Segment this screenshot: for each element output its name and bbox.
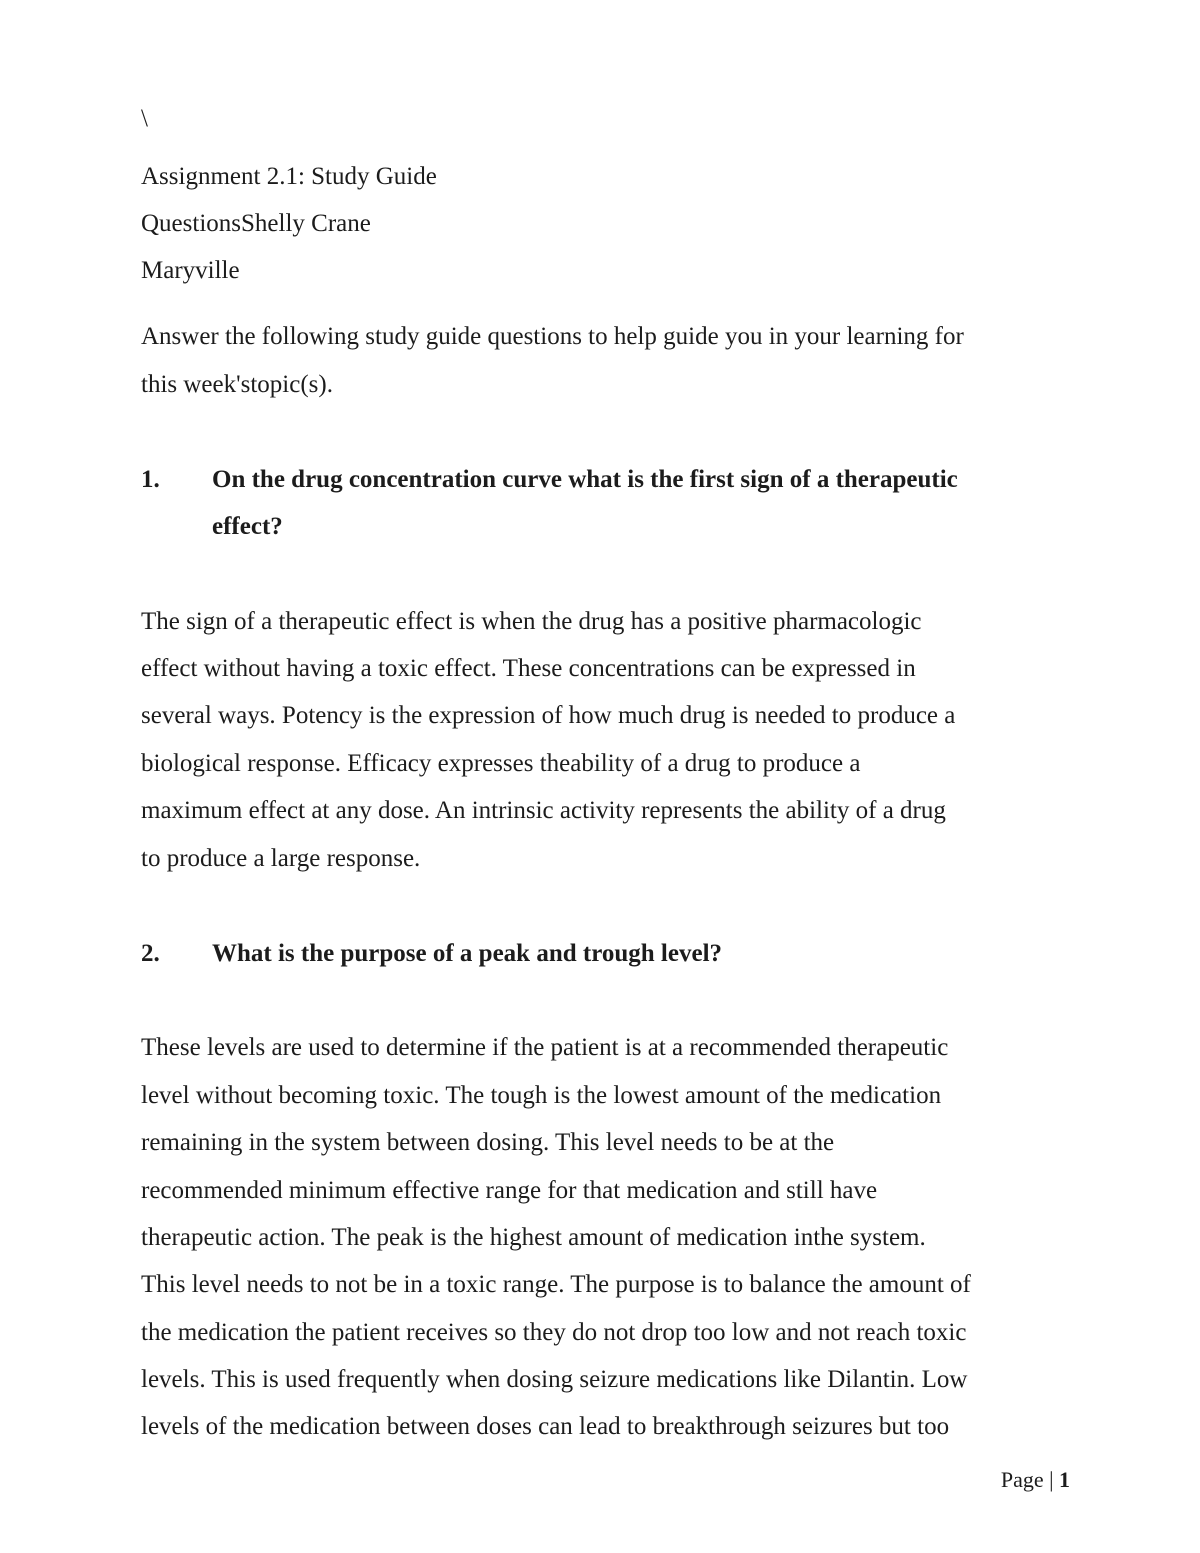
question-1-text-line-1: On the drug concentration curve what is the first sign of a therapeutic <box>212 466 958 493</box>
answer-1-line-2: effect without having a toxic effect. These concentrations can be expressed in <box>141 655 916 682</box>
assignment-title-line-1: Assignment 2.1: Study Guide <box>141 163 437 190</box>
stray-backslash-mark: \ <box>141 105 148 132</box>
answer-2-line-7: the medication the patient receives so they do not drop too low and not reach toxic <box>141 1319 967 1346</box>
answer-2-line-4: recommended minimum effective range for that medication and still have <box>141 1177 878 1204</box>
answer-2-line-5: therapeutic action. The peak is the highest amount of medication inthe system. <box>141 1224 926 1251</box>
question-1-number: 1. <box>141 466 160 493</box>
answer-2-line-3: remaining in the system between dosing. This level needs to be at the <box>141 1129 835 1156</box>
answer-2-line-9: levels of the medication between doses can lead to breakthrough seizures but too <box>141 1413 950 1440</box>
answer-1-line-3: several ways. Potency is the expression of how much drug is needed to produce a <box>141 702 956 729</box>
intro-line-2: this week'stopic(s). <box>141 371 333 398</box>
page-number: 1 <box>1059 1467 1070 1492</box>
question-1-text-line-2: effect? <box>212 513 283 540</box>
assignment-title-line-2: QuestionsShelly Crane <box>141 210 371 237</box>
school-name: Maryville <box>141 257 240 284</box>
question-2-number: 2. <box>141 940 160 967</box>
answer-1-line-4: biological response. Efficacy expresses theability of a drug to produce a <box>141 750 861 777</box>
answer-2-line-1: These levels are used to determine if the patient is at a recommended therapeutic <box>141 1034 949 1061</box>
intro-line-1: Answer the following study guide questions to help guide you in your learning for <box>141 323 964 350</box>
answer-2-line-8: levels. This is used frequently when dosing seizure medications like Dilantin. Low <box>141 1366 968 1393</box>
answer-1-line-5: maximum effect at any dose. An intrinsic activity represents the ability of a drug <box>141 797 946 824</box>
page-footer <box>1001 1466 1070 1494</box>
answer-2-line-6: This level needs to not be in a toxic range. The purpose is to balance the amount of <box>141 1271 971 1298</box>
answer-1-line-1: The sign of a therapeutic effect is when the drug has a positive pharmacologic <box>141 608 922 635</box>
page-label: Page | <box>1000 1467 1059 1492</box>
answer-1-line-6: to produce a large response. <box>141 845 421 872</box>
answer-2-line-2: level without becoming toxic. The tough is the lowest amount of the medication <box>141 1082 942 1109</box>
question-2-text-line-1: What is the purpose of a peak and trough level? <box>212 940 723 967</box>
